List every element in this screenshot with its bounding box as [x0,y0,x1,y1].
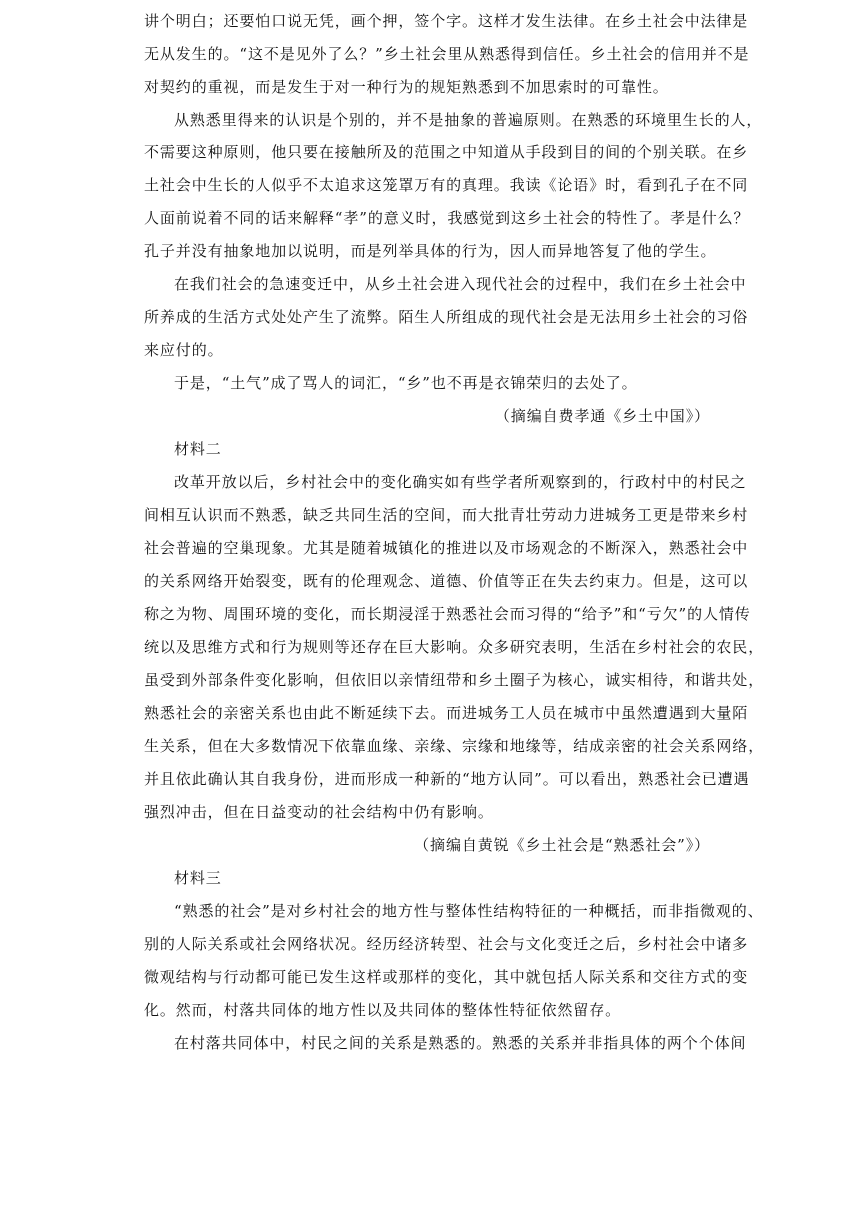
text-line: 土社会中生长的人似乎不太追求这笼罩万有的真理。我读《论语》时，看到孔子在不同 [144,176,749,194]
text-line: 称之为物、周围环境的变化，而长期浸淫于熟悉社会而习得的“给予”和“亏欠”的人情传 [144,605,751,623]
source-citation: （摘编自费孝通《乡土中国》） [494,407,710,425]
text-line: 不需要这种原则，他只要在接触所及的范围之中知道从手段到目的间的个别关联。在乡 [144,143,749,161]
text-line: 在我们社会的急速变迁中，从乡土社会进入现代社会的过程中，我们在乡土社会中 [174,275,747,293]
text-line: 孔子并没有抽象地加以说明，而是列举具体的行为，因人而异地答复了他的学生。 [144,242,717,260]
text-line: 的关系网络开始裂变，既有的伦理观念、道德、价值等正在失去约束力。但是，这可以 [144,572,749,590]
text-line: 强烈冲击，但在日益变动的社会结构中仍有影响。 [144,803,494,821]
text-line: 熟悉社会的亲密关系也由此不断延续下去。而进城务工人员在城市中虽然遭遇到大量陌 [144,704,749,722]
text-line: 无从发生的。“这不是见外了么？”乡土社会里从熟悉得到信任。乡土社会的信用并不是 [144,45,750,63]
text-line: 于是，“土气”成了骂人的词汇，“乡”也不再是衣锦荣归的去处了。 [174,374,638,392]
text-line: 统以及思维方式和行为规则等还存在巨大影响。众多研究表明，生活在乡村社会的农民， [144,638,765,656]
text-line: 在村落共同体中，村民之间的关系是熟悉的。熟悉的关系并非指具体的两个个体间 [174,1034,747,1052]
text-line: 微观结构与行动都可能已发生这样或那样的变化，其中就包括人际关系和交往方式的变 [144,968,749,986]
text-line: 对契约的重视，而是发生于对一种行为的规矩熟悉到不加思索时的可靠性。 [144,78,669,96]
source-citation: （摘编自黄锐《乡土社会是“熟悉社会”》） [414,836,710,854]
text-line: 从熟悉里得来的认识是个别的，并不是抽象的普遍原则。在熟悉的环境里生长的人， [174,111,763,129]
text-line: 讲个明白；还要怕口说无凭，画个押，签个字。这样才发生法律。在乡土社会中法律是 [144,12,749,30]
text-line: 生关系，但在大多数情况下依靠血缘、亲缘、宗缘和地缘等，结成亲密的社会关系网络， [144,737,765,755]
text-line: 改革开放以后，乡村社会中的变化确实如有些学者所观察到的，行政村中的村民之 [174,473,747,491]
text-line: “熟悉的社会”是对乡村社会的地方性与整体性结构特征的一种概括，而非指微观的、 [174,902,764,920]
text-line: 人面前说着不同的话来解释“孝”的意义时，我感觉到这乡土社会的特性了。孝是什么？ [144,209,750,227]
text-line: 所养成的生活方式处处产生了流弊。陌生人所组成的现代社会是无法用乡土社会的习俗 [144,308,749,326]
text-line: 虽受到外部条件变化影响，但依旧以亲情纽带和乡土圈子为核心，诚实相待，和谐共处， [144,671,765,689]
text-line: 来应付的。 [144,341,224,359]
text-line: 社会普遍的空巢现象。尤其是随着城镇化的推进以及市场观念的不断深入，熟悉社会中 [144,539,749,557]
text-line: 别的人际关系或社会网络状况。经历经济转型、社会与文化变迁之后，乡村社会中诸多 [144,935,749,953]
section-heading: 材料三 [174,869,222,887]
section-heading: 材料二 [174,440,222,458]
text-line: 化。然而，村落共同体的地方性以及共同体的整体性特征依然留存。 [144,1001,622,1019]
text-line: 并且依此确认其自我身份，进而形成一种新的“地方认同”。可以看出，熟悉社会已遭遇 [144,770,750,788]
text-line: 间相互认识而不熟悉，缺乏共同生活的空间，而大批青壮劳动力进城务工更是带来乡村 [144,506,749,524]
